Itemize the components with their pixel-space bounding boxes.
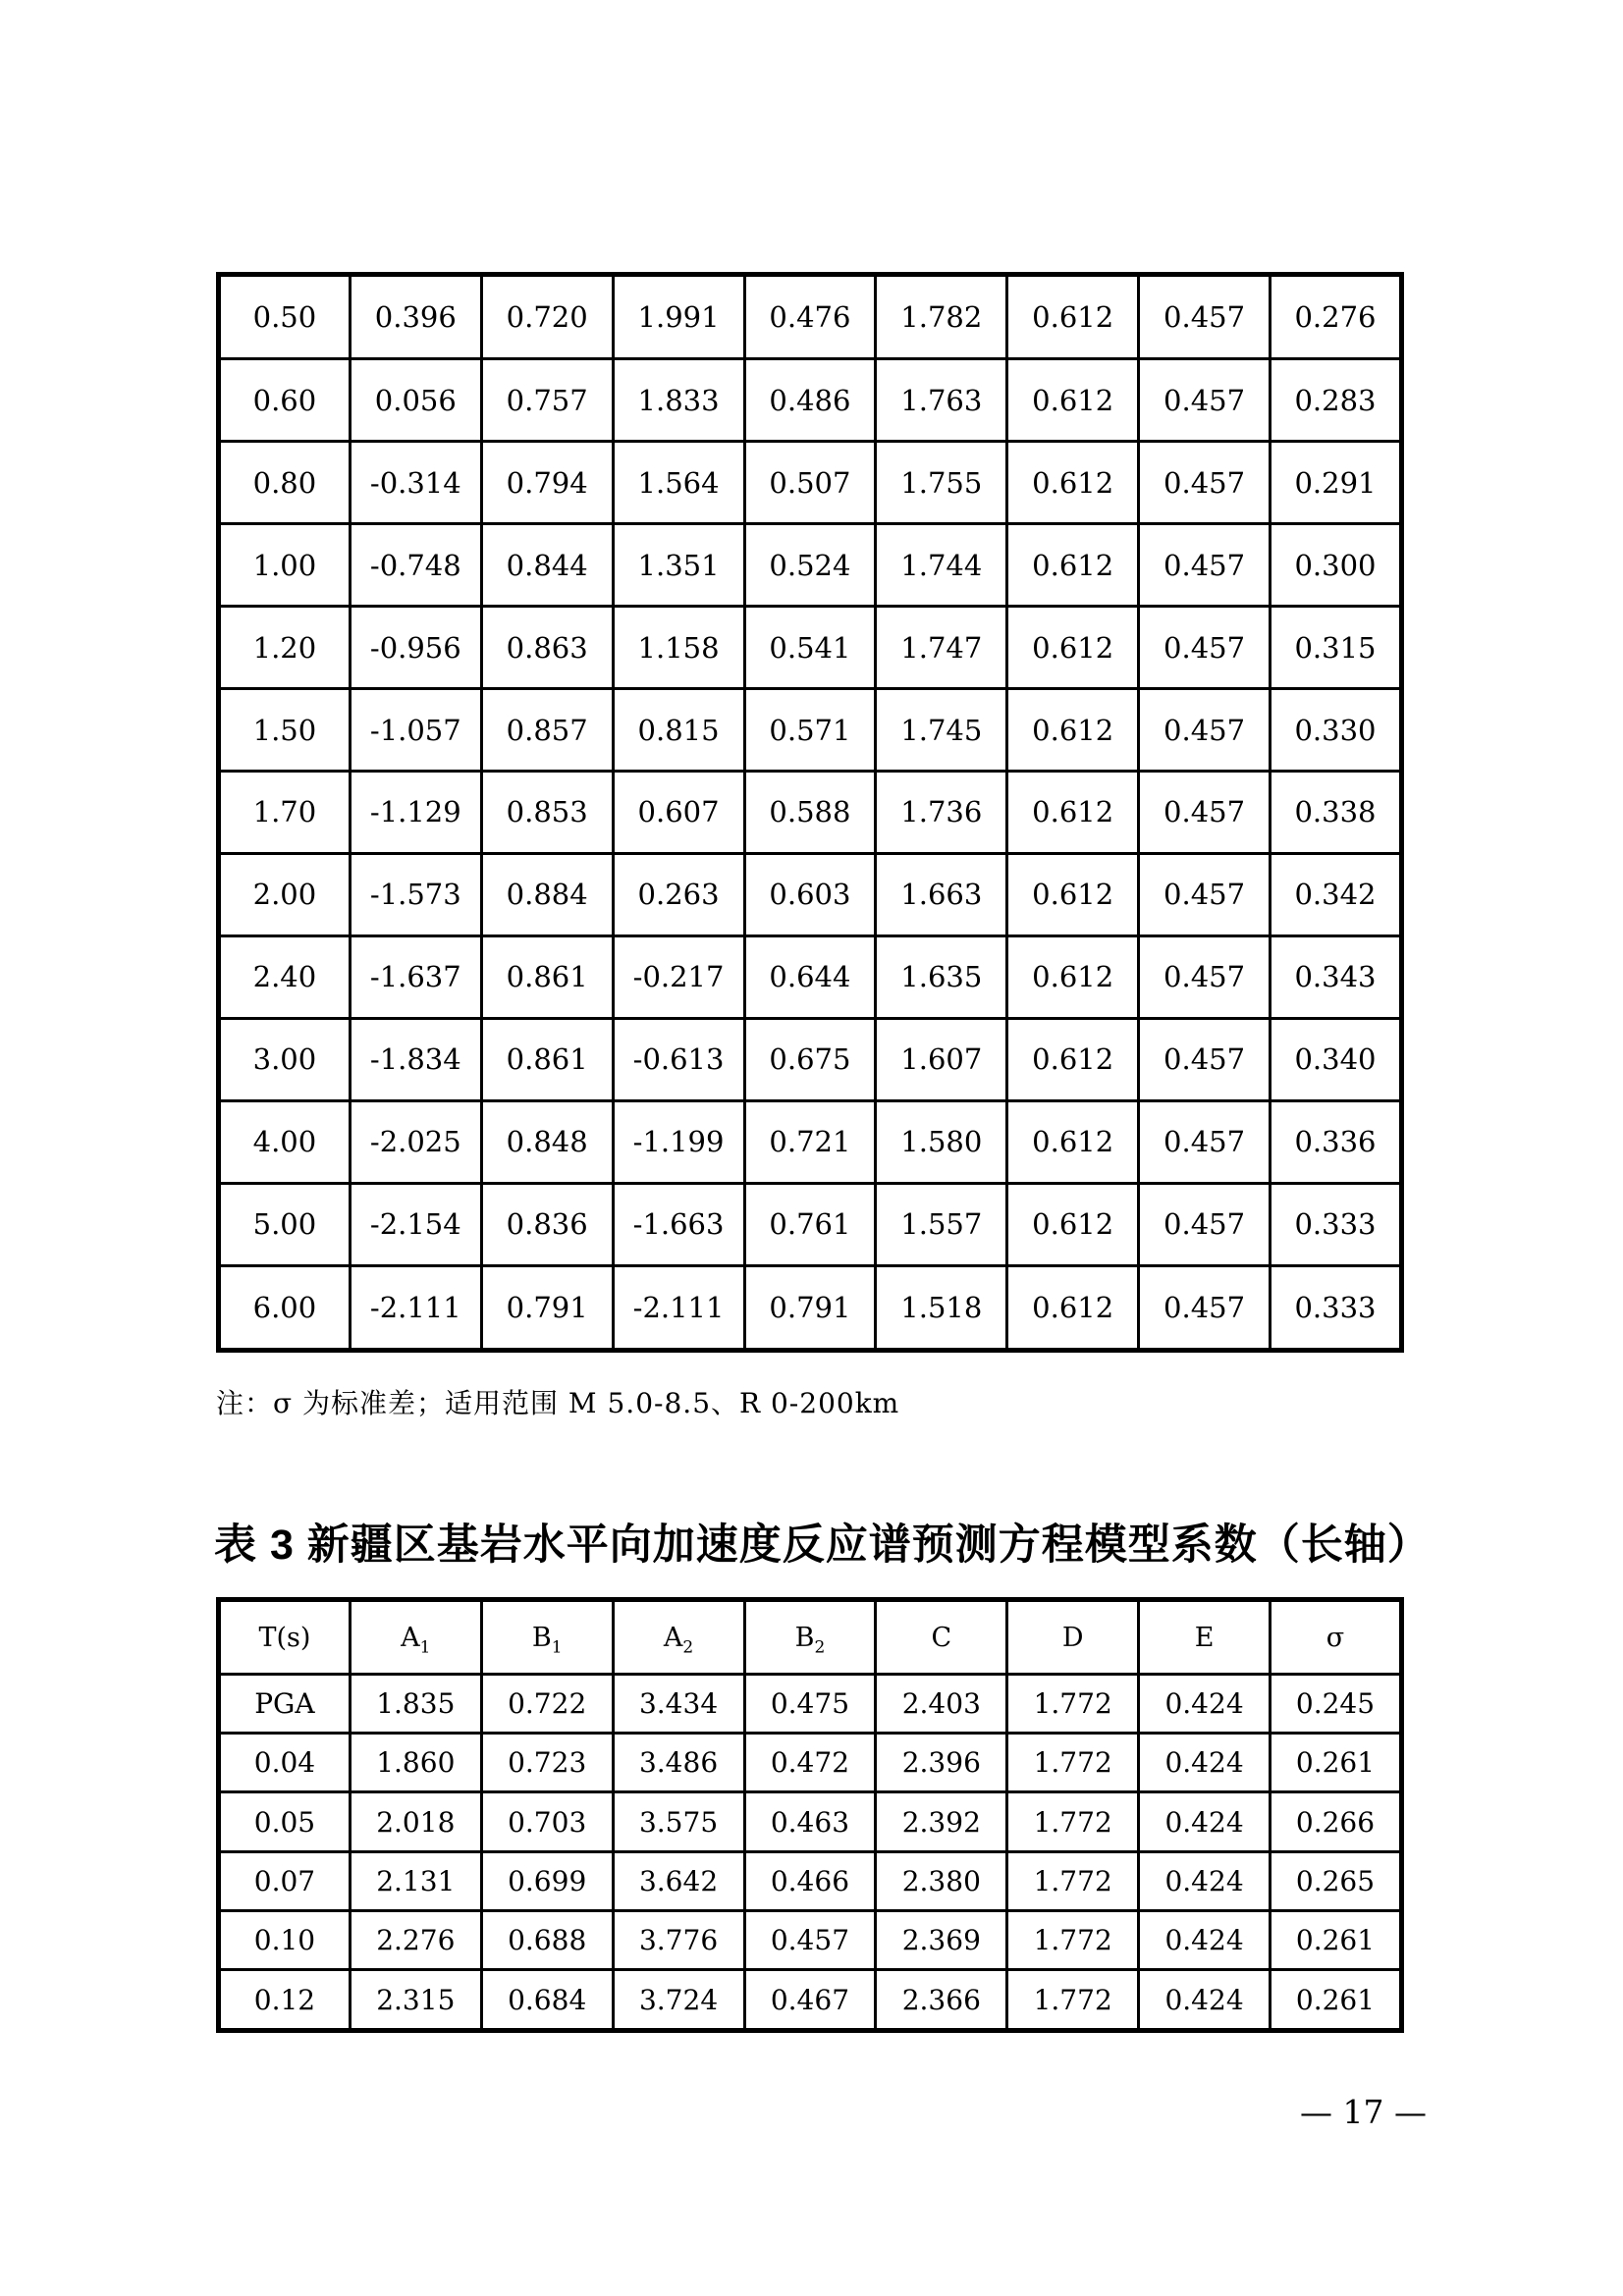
table-cell: 0.722 xyxy=(481,1675,613,1734)
table-cell: 0.703 xyxy=(481,1792,613,1851)
table-cell: 0.612 xyxy=(1007,442,1139,524)
table-cell: 1.518 xyxy=(876,1265,1007,1350)
table-row xyxy=(219,1792,1402,1851)
table-cell: 0.424 xyxy=(1139,1792,1271,1851)
page-number: — 17 — xyxy=(1300,2093,1427,2131)
table-cell: 0.612 xyxy=(1007,1265,1139,1350)
table-cell: 2.392 xyxy=(876,1792,1007,1851)
table-cell: 3.724 xyxy=(613,1970,744,2031)
table-cell: -1.129 xyxy=(350,771,481,853)
column-header: $A_2$ xyxy=(613,1600,744,1675)
table-cell: 0.761 xyxy=(744,1183,876,1265)
table-cell: 0.603 xyxy=(744,853,876,935)
table-cell: 1.772 xyxy=(1007,1675,1139,1734)
table-cell: 0.457 xyxy=(1139,935,1271,1018)
table-cell: -1.663 xyxy=(613,1183,744,1265)
table-row xyxy=(219,935,1402,1018)
table3-coefficients-table xyxy=(216,1597,1404,2033)
table-cell: 0.467 xyxy=(744,1970,876,2031)
table-cell: 2.40 xyxy=(219,935,351,1018)
table-cell: 0.857 xyxy=(481,689,613,772)
table-cell: 0.342 xyxy=(1271,853,1402,935)
table-cell: 0.266 xyxy=(1271,1792,1402,1851)
table-cell: 0.675 xyxy=(744,1018,876,1100)
table-cell: 0.283 xyxy=(1271,359,1402,442)
table-cell: 1.772 xyxy=(1007,1851,1139,1910)
table-row xyxy=(219,689,1402,772)
table-cell: 0.476 xyxy=(744,275,876,359)
table-cell: 1.351 xyxy=(613,524,744,607)
table-cell: 0.861 xyxy=(481,1018,613,1100)
table-cell: 1.70 xyxy=(219,771,351,853)
table-cell: 0.300 xyxy=(1271,524,1402,607)
table-cell: 0.612 xyxy=(1007,1018,1139,1100)
table-cell: 1.557 xyxy=(876,1183,1007,1265)
table-cell: 0.853 xyxy=(481,771,613,853)
table-row xyxy=(219,1018,1402,1100)
table-cell: 0.12 xyxy=(219,1970,351,2031)
table-cell: 1.736 xyxy=(876,771,1007,853)
table-cell: 0.245 xyxy=(1271,1675,1402,1734)
table-cell: 4.00 xyxy=(219,1100,351,1183)
table-cell: 3.776 xyxy=(613,1910,744,1969)
table-cell: 0.457 xyxy=(1139,853,1271,935)
table-cell: 0.612 xyxy=(1007,1100,1139,1183)
table-cell: 1.772 xyxy=(1007,1970,1139,2031)
table-cell: -0.613 xyxy=(613,1018,744,1100)
table-cell: 0.884 xyxy=(481,853,613,935)
table-row xyxy=(219,1851,1402,1910)
table-cell: 0.815 xyxy=(613,689,744,772)
table-cell: 0.457 xyxy=(1139,359,1271,442)
table-cell: 0.276 xyxy=(1271,275,1402,359)
table-row xyxy=(219,853,1402,935)
table-cell: 0.315 xyxy=(1271,607,1402,689)
table-cell: 0.541 xyxy=(744,607,876,689)
table-cell: 0.10 xyxy=(219,1910,351,1969)
table-cell: 0.056 xyxy=(350,359,481,442)
table-cell: 0.588 xyxy=(744,771,876,853)
table-cell: 0.05 xyxy=(219,1792,351,1851)
table-cell: 0.424 xyxy=(1139,1851,1271,1910)
table-cell: 0.338 xyxy=(1271,771,1402,853)
table-cell: 5.00 xyxy=(219,1183,351,1265)
table-cell: 1.580 xyxy=(876,1100,1007,1183)
table-cell: 0.07 xyxy=(219,1851,351,1910)
table-row xyxy=(219,524,1402,607)
table-cell: 0.424 xyxy=(1139,1734,1271,1792)
table-cell: -0.217 xyxy=(613,935,744,1018)
table-cell: 1.745 xyxy=(876,689,1007,772)
table-cell: 0.333 xyxy=(1271,1183,1402,1265)
table-cell: 2.380 xyxy=(876,1851,1007,1910)
table-cell: 0.794 xyxy=(481,442,613,524)
table-cell: 0.457 xyxy=(1139,442,1271,524)
table-cell: 0.612 xyxy=(1007,359,1139,442)
header-row xyxy=(219,1600,1402,1675)
table-cell: 0.684 xyxy=(481,1970,613,2031)
table-cell: 0.457 xyxy=(1139,1100,1271,1183)
table-cell: 0.291 xyxy=(1271,442,1402,524)
table-cell: 0.612 xyxy=(1007,689,1139,772)
table-cell: 1.747 xyxy=(876,607,1007,689)
table-cell: 0.612 xyxy=(1007,853,1139,935)
column-header: E xyxy=(1139,1600,1271,1675)
table-cell: 0.424 xyxy=(1139,1970,1271,2031)
column-header: $B_2$ xyxy=(744,1600,876,1675)
column-header: $A_1$ xyxy=(350,1600,481,1675)
table-cell: 0.612 xyxy=(1007,1183,1139,1265)
table-cell: 0.457 xyxy=(1139,1018,1271,1100)
table-cell: 2.396 xyxy=(876,1734,1007,1792)
table-cell: 2.315 xyxy=(350,1970,481,2031)
table-cell: 0.721 xyxy=(744,1100,876,1183)
table-cell: 0.457 xyxy=(1139,1183,1271,1265)
table-cell: 2.018 xyxy=(350,1792,481,1851)
table-cell: -2.025 xyxy=(350,1100,481,1183)
table-cell: 2.00 xyxy=(219,853,351,935)
table-cell: 1.772 xyxy=(1007,1734,1139,1792)
table-cell: 3.434 xyxy=(613,1675,744,1734)
table-footnote: 注：σ 为标准差；适用范围 M 5.0-8.5、R 0-200km xyxy=(216,1387,900,1419)
table-cell: 1.158 xyxy=(613,607,744,689)
table-cell: -0.748 xyxy=(350,524,481,607)
table3-title: 表 3 新疆区基岩水平向加速度反应谱预测方程模型系数（长轴） xyxy=(214,1522,1431,1569)
table-cell: 2.403 xyxy=(876,1675,1007,1734)
table-cell: 0.457 xyxy=(1139,607,1271,689)
table-cell: 1.991 xyxy=(613,275,744,359)
table-cell: 0.612 xyxy=(1007,935,1139,1018)
table-cell: 3.575 xyxy=(613,1792,744,1851)
table-cell: 1.835 xyxy=(350,1675,481,1734)
table-cell: 0.612 xyxy=(1007,275,1139,359)
table-cell: 2.276 xyxy=(350,1910,481,1969)
table-row xyxy=(219,1675,1402,1734)
table-cell: -2.111 xyxy=(350,1265,481,1350)
table-cell: 1.635 xyxy=(876,935,1007,1018)
table-cell: 0.524 xyxy=(744,524,876,607)
table-cell: 0.612 xyxy=(1007,771,1139,853)
table-cell: 0.336 xyxy=(1271,1100,1402,1183)
table-cell: 0.486 xyxy=(744,359,876,442)
table-cell: 0.607 xyxy=(613,771,744,853)
table-cell: 0.424 xyxy=(1139,1910,1271,1969)
table-cell: 0.457 xyxy=(744,1910,876,1969)
table-cell: 0.261 xyxy=(1271,1910,1402,1969)
table-cell: 1.782 xyxy=(876,275,1007,359)
column-header: D xyxy=(1007,1600,1139,1675)
table-cell: 0.791 xyxy=(744,1265,876,1350)
table-cell: 0.80 xyxy=(219,442,351,524)
table-row xyxy=(219,771,1402,853)
table-cell: 0.424 xyxy=(1139,1675,1271,1734)
table-cell: 0.757 xyxy=(481,359,613,442)
table-cell: -1.637 xyxy=(350,935,481,1018)
table-cell: 0.50 xyxy=(219,275,351,359)
table-cell: -0.956 xyxy=(350,607,481,689)
table-cell: 1.763 xyxy=(876,359,1007,442)
table-cell: 1.564 xyxy=(613,442,744,524)
table-cell: 0.261 xyxy=(1271,1970,1402,2031)
table-cell: 0.265 xyxy=(1271,1851,1402,1910)
table-cell: 0.457 xyxy=(1139,275,1271,359)
table-cell: 1.20 xyxy=(219,607,351,689)
table-cell: 0.463 xyxy=(744,1792,876,1851)
table-cell: 0.844 xyxy=(481,524,613,607)
table-cell: 6.00 xyxy=(219,1265,351,1350)
column-header: $B_1$ xyxy=(481,1600,613,1675)
table-cell: 0.457 xyxy=(1139,689,1271,772)
table-row xyxy=(219,359,1402,442)
column-header: σ xyxy=(1271,1600,1402,1675)
table-cell: -1.834 xyxy=(350,1018,481,1100)
table-cell: PGA xyxy=(219,1675,351,1734)
table-cell: 0.612 xyxy=(1007,607,1139,689)
table-row xyxy=(219,1910,1402,1969)
table-cell: 0.612 xyxy=(1007,524,1139,607)
table-cell: 1.663 xyxy=(876,853,1007,935)
table-cell: 0.457 xyxy=(1139,771,1271,853)
table-cell: 0.720 xyxy=(481,275,613,359)
table-cell: 3.486 xyxy=(613,1734,744,1792)
column-header: T(s) xyxy=(219,1600,351,1675)
table-cell: 0.861 xyxy=(481,935,613,1018)
table-cell: 1.755 xyxy=(876,442,1007,524)
table-cell: 0.688 xyxy=(481,1910,613,1969)
table-cell: 1.50 xyxy=(219,689,351,772)
table-cell: 0.475 xyxy=(744,1675,876,1734)
table-cell: 0.457 xyxy=(1139,524,1271,607)
table-cell: 1.833 xyxy=(613,359,744,442)
table-cell: 1.772 xyxy=(1007,1792,1139,1851)
table-cell: 0.261 xyxy=(1271,1734,1402,1792)
table-cell: 0.60 xyxy=(219,359,351,442)
table-row xyxy=(219,1734,1402,1792)
table-cell: 2.131 xyxy=(350,1851,481,1910)
table-cell: 0.330 xyxy=(1271,689,1402,772)
table-row xyxy=(219,1100,1402,1183)
table-cell: -1.573 xyxy=(350,853,481,935)
table-row xyxy=(219,275,1402,359)
table-row xyxy=(219,1183,1402,1265)
table-cell: 0.571 xyxy=(744,689,876,772)
table-cell: 2.369 xyxy=(876,1910,1007,1969)
table-cell: 0.836 xyxy=(481,1183,613,1265)
table-cell: 3.00 xyxy=(219,1018,351,1100)
table-cell: 1.607 xyxy=(876,1018,1007,1100)
table-cell: 0.472 xyxy=(744,1734,876,1792)
table-cell: 3.642 xyxy=(613,1851,744,1910)
table-row xyxy=(219,1970,1402,2031)
table-row xyxy=(219,607,1402,689)
table-cell: 0.457 xyxy=(1139,1265,1271,1350)
table-cell: 0.507 xyxy=(744,442,876,524)
table-cell: 0.263 xyxy=(613,853,744,935)
table-cell: 0.699 xyxy=(481,1851,613,1910)
table-cell: 0.466 xyxy=(744,1851,876,1910)
table-cell: 2.366 xyxy=(876,1970,1007,2031)
table-cell: -2.154 xyxy=(350,1183,481,1265)
table-cell: 0.04 xyxy=(219,1734,351,1792)
column-header: C xyxy=(876,1600,1007,1675)
table-cell: -0.314 xyxy=(350,442,481,524)
table-cell: 1.772 xyxy=(1007,1910,1139,1969)
table-cell: 0.333 xyxy=(1271,1265,1402,1350)
table-cell: 0.644 xyxy=(744,935,876,1018)
table-row xyxy=(219,442,1402,524)
table-cell: 1.744 xyxy=(876,524,1007,607)
table-cell: 0.723 xyxy=(481,1734,613,1792)
table-cell: -1.199 xyxy=(613,1100,744,1183)
table-cell: 0.396 xyxy=(350,275,481,359)
table-cell: 0.791 xyxy=(481,1265,613,1350)
table-cell: 1.00 xyxy=(219,524,351,607)
table-cell: -1.057 xyxy=(350,689,481,772)
table-cell: 0.343 xyxy=(1271,935,1402,1018)
table-row xyxy=(219,1265,1402,1350)
table-cell: 0.340 xyxy=(1271,1018,1402,1100)
table-cell: 0.863 xyxy=(481,607,613,689)
table-cell: 0.848 xyxy=(481,1100,613,1183)
table-cell: -2.111 xyxy=(613,1265,744,1350)
coefficients-table-continuation xyxy=(216,272,1404,1353)
table-cell: 1.860 xyxy=(350,1734,481,1792)
